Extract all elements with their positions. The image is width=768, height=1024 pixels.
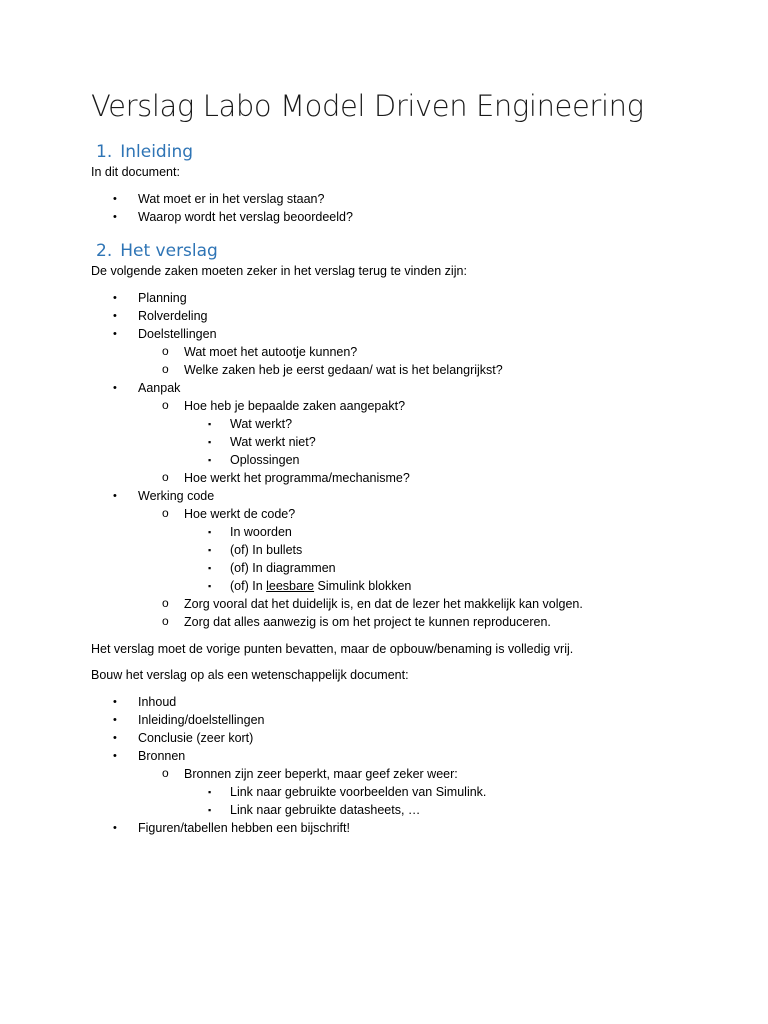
list-item: o Welke zaken heb je eerst gedaan/ wat is het belangrijkst? [162, 362, 503, 377]
section-number: 1. [96, 142, 113, 162]
list-item: • Inhoud [113, 695, 177, 709]
bullet-icon: o [162, 398, 169, 412]
list-item: • Bronnen o Bronnen zijn zeer beperkt, maar geef zeker weer: ▪ Link naar gebruikte voorbeelden van Simulink. ▪ Link naar gebruikte datasheets, … [91, 747, 711, 819]
bullet-icon: • [113, 328, 117, 340]
bullet-icon: • [113, 382, 117, 394]
list-item: ▪ (of) In diagrammen [208, 561, 336, 575]
list-item: • Werking code o Hoe werkt de code? ▪ In woorden ▪ (of) In bullets ▪ (of) In diagrammen ▪ (of) In leesbare Simulink blokken o Zorg vooral dat het duidelijk is, en dat de lezer het makkelijk kan volgen. o Zorg dat alles aanwezig is om het project te kunnen reproduceren. [91, 487, 711, 631]
sub-sub-list [184, 783, 711, 819]
bullet-icon: • [113, 750, 117, 762]
sub-sub-list [184, 415, 711, 469]
list-item: • Planning [113, 291, 187, 305]
bullet-icon: • [113, 211, 117, 223]
bullet-icon: o [162, 470, 169, 484]
square-bullet-icon: ▪ [208, 455, 212, 465]
square-bullet-icon: ▪ [208, 419, 212, 429]
bullet-icon: o [162, 596, 169, 610]
bullet-icon: o [162, 362, 169, 376]
square-bullet-icon: ▪ [208, 563, 212, 573]
list-item: o Bronnen zijn zeer beperkt, maar geef zeker weer: ▪ Link naar gebruikte voorbeelden van Simulink. ▪ Link naar gebruikte datasheets, … [138, 765, 711, 819]
square-bullet-icon: ▪ [208, 581, 212, 591]
section-title: Inleiding [120, 142, 194, 162]
list-item: ▪ Wat werkt? [208, 417, 293, 431]
list-item: o Hoe werkt de code? ▪ In woorden ▪ (of) In bullets ▪ (of) In diagrammen ▪ (of) In leesbare Simulink blokken [138, 505, 711, 595]
list-item: o Zorg vooral dat het duidelijk is, en dat de lezer het makkelijk kan volgen. [162, 596, 583, 611]
sub-list [138, 765, 711, 819]
list-item: ▪ Oplossingen [208, 453, 300, 467]
document-page [91, 86, 711, 846]
list-item: • Rolverdeling [113, 309, 208, 323]
paragraph: Bouw het verslag op als een wetenschappelijk document: [91, 668, 409, 682]
section-number: 2. [96, 241, 113, 261]
list-item: o Zorg dat alles aanwezig is om het project te kunnen reproduceren. [162, 614, 551, 629]
list-item: ▪ Link naar gebruikte voorbeelden van Simulink. [208, 785, 487, 799]
underlined-word: leesbare [266, 579, 315, 593]
list-item: • Inleiding/doelstellingen [113, 713, 265, 727]
list-item: o Hoe werkt het programma/mechanisme? [162, 470, 410, 485]
section-heading-inleiding [96, 141, 711, 163]
list-item: ▪ Link naar gebruikte datasheets, … [208, 803, 421, 817]
bullet-icon: • [113, 714, 117, 726]
section-heading-het-verslag [96, 240, 711, 262]
list-item: o Wat moet het autootje kunnen? [162, 344, 358, 359]
bullet-icon: o [162, 506, 169, 520]
list-item: ▪ (of) In leesbare Simulink blokken [208, 579, 412, 593]
bullet-list-structure [91, 693, 711, 837]
bullet-icon: • [113, 193, 117, 205]
list-item: o Hoe heb je bepaalde zaken aangepakt? ▪ Wat werkt? ▪ Wat werkt niet? ▪ Oplossingen [138, 397, 711, 469]
bullet-list-inleiding [91, 190, 711, 226]
sub-list [138, 343, 711, 379]
paragraph-intro: De volgende zaken moeten zeker in het verslag terug te vinden zijn: [91, 264, 467, 278]
bullet-icon: o [162, 766, 169, 780]
list-item: • Wat moet er in het verslag staan? [113, 192, 325, 206]
square-bullet-icon: ▪ [208, 527, 212, 537]
bullet-list-verslag [91, 289, 711, 631]
square-bullet-icon: ▪ [208, 805, 212, 815]
document-title: Verslag Labo Model Driven Engineering [91, 89, 644, 123]
paragraph-intro: In dit document: [91, 165, 180, 179]
bullet-icon: • [113, 490, 117, 502]
section-title: Het verslag [120, 241, 218, 261]
bullet-icon: o [162, 344, 169, 358]
square-bullet-icon: ▪ [208, 545, 212, 555]
paragraph: Het verslag moet de vorige punten bevatten, maar de opbouw/benaming is volledig vrij. [91, 642, 574, 656]
list-item: ▪ (of) In bullets [208, 543, 303, 557]
sub-sub-list [184, 523, 711, 595]
list-item: • Doelstellingen o Wat moet het autootje kunnen? o Welke zaken heb je eerst gedaan/ wat is het belangrijkst? [91, 325, 711, 379]
list-item: • Aanpak o Hoe heb je bepaalde zaken aangepakt? ▪ Wat werkt? ▪ Wat werkt niet? ▪ Oplossingen o Hoe werkt het programma/mechanisme? [91, 379, 711, 487]
bullet-icon: • [113, 292, 117, 304]
bullet-icon: • [113, 822, 117, 834]
list-item: • Figuren/tabellen hebben een bijschrift! [113, 821, 350, 835]
square-bullet-icon: ▪ [208, 437, 212, 447]
list-item: • Waarop wordt het verslag beoordeeld? [113, 210, 353, 224]
bullet-icon: o [162, 614, 169, 628]
list-item: • Conclusie (zeer kort) [113, 731, 254, 745]
sub-list [138, 505, 711, 631]
bullet-icon: • [113, 696, 117, 708]
list-item: ▪ In woorden [208, 525, 292, 539]
list-item: ▪ Wat werkt niet? [208, 435, 316, 449]
bullet-icon: • [113, 732, 117, 744]
sub-list [138, 397, 711, 487]
square-bullet-icon: ▪ [208, 787, 212, 797]
bullet-icon: • [113, 310, 117, 322]
